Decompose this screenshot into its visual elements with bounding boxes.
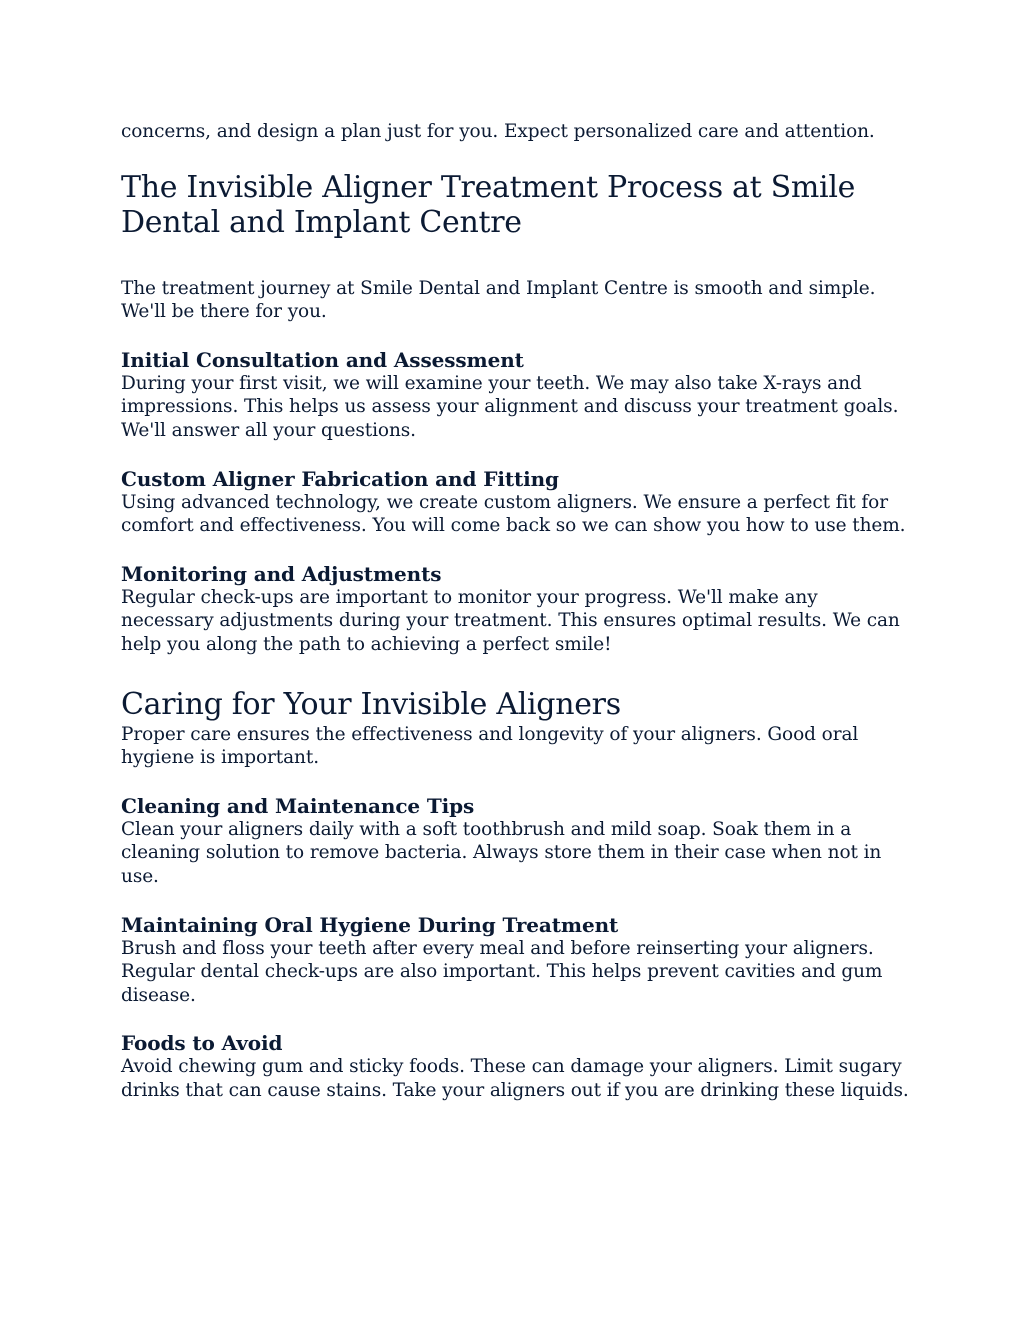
process-intro-paragraph: The treatment journey at Smile Dental and Implant Centre is smooth and simple. We'll be there for you. [121, 277, 876, 323]
care-tip-hygiene [121, 913, 911, 1008]
process-step-fabrication [121, 467, 911, 538]
step-body: During your first visit, we will examine your teeth. We may also take X-rays and impressions. This helps us assess your alignment and discuss your treatment goals. We'll answer all your questions. [121, 372, 899, 441]
tip-body: Brush and floss your teeth after every meal and before reinserting your aligners. Regular dental check-ups are also important. This helps prevent cavities and gum disease. [121, 937, 883, 1006]
continuation-paragraph: concerns, and design a plan just for you. Expect personalized care and attention. [121, 121, 875, 142]
care-heading: Caring for Your Invisible Aligners [121, 686, 621, 722]
process-heading: The Invisible Aligner Treatment Process at Smile Dental and Implant Centre [121, 169, 856, 240]
care-tip-cleaning [121, 794, 911, 889]
tip-title: Maintaining Oral Hygiene During Treatment [121, 912, 619, 937]
tip-title: Cleaning and Maintenance Tips [121, 793, 475, 818]
step-title: Initial Consultation and Assessment [121, 347, 524, 372]
care-intro-paragraph: Proper care ensures the effectiveness and longevity of your aligners. Good oral hygiene is important. [121, 723, 859, 769]
care-tip-foods [121, 1031, 911, 1102]
process-step-monitoring [121, 562, 911, 657]
process-step-consultation [121, 348, 911, 443]
step-title: Custom Aligner Fabrication and Fitting [121, 466, 559, 491]
step-body: Using advanced technology, we create custom aligners. We ensure a perfect fit for comfort and effectiveness. You will come back so we can show you how to use them. [121, 491, 906, 537]
step-title: Monitoring and Adjustments [121, 561, 442, 586]
document-page [121, 120, 911, 1102]
tip-body: Avoid chewing gum and sticky foods. These can damage your aligners. Limit sugary drinks that can cause stains. Take your aligners out if you are drinking these liquids. [121, 1056, 909, 1101]
tip-body: Clean your aligners daily with a soft toothbrush and mild soap. Soak them in a cleaning solution to remove bacteria. Always store them in their case when not in use. [121, 818, 882, 887]
step-body: Regular check-ups are important to monitor your progress. We'll make any necessary adjustments during your treatment. This ensures optimal results. We can help you along the path to achieving a perfect smile! [121, 586, 900, 655]
tip-title: Foods to Avoid [121, 1031, 283, 1056]
